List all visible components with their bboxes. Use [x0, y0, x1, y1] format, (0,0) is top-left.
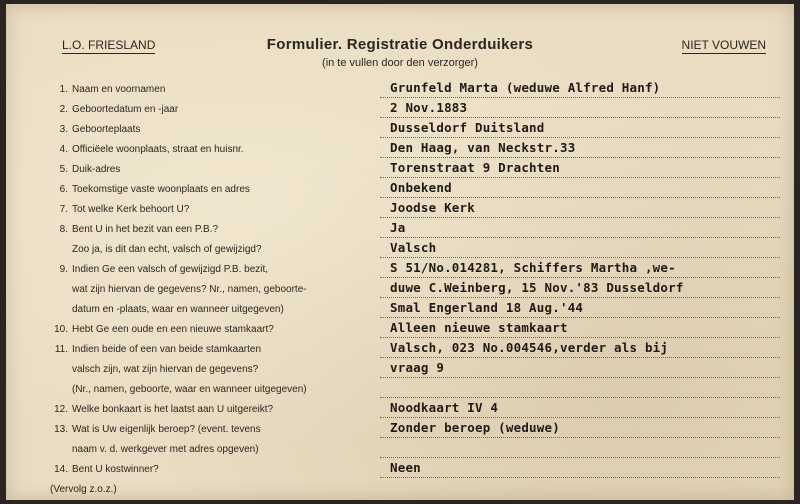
- dotted-line: [380, 117, 780, 118]
- row-label: Naam en voornamen: [72, 84, 166, 95]
- row-answer: S 51/No.014281, Schiffers Martha ,we-: [390, 260, 676, 275]
- dotted-line: [380, 257, 780, 258]
- row-number: 8.: [59, 224, 68, 235]
- row-label: wat zijn hiervan de gegevens? Nr., namen, geboorte-: [72, 284, 307, 295]
- form-row: [6, 300, 794, 320]
- dotted-line: [380, 297, 780, 298]
- row-answer: Dusseldorf Duitsland: [390, 120, 545, 135]
- row-answer: Valsch: [390, 240, 437, 255]
- form-row: [6, 260, 794, 280]
- dotted-line: [380, 437, 780, 438]
- row-answer: Noodkaart IV 4: [390, 400, 499, 415]
- form-row: [6, 240, 794, 260]
- form-row: [6, 420, 794, 440]
- row-number: 5.: [59, 164, 68, 175]
- row-number: 6.: [59, 184, 68, 195]
- row-answer: Zonder beroep (weduwe): [390, 420, 560, 435]
- row-label: Duik-adres: [72, 164, 121, 175]
- form-row: [6, 440, 794, 460]
- registration-card: [6, 4, 794, 500]
- row-label: Geboortedatum en -jaar: [72, 104, 179, 115]
- row-answer: Joodse Kerk: [390, 200, 475, 215]
- dotted-line: [380, 457, 780, 458]
- row-answer: Alleen nieuwe stamkaart: [390, 320, 568, 335]
- row-answer: vraag 9: [390, 360, 445, 375]
- form-row: [6, 340, 794, 360]
- row-number: 12.: [54, 404, 68, 415]
- row-label: Welke bonkaart is het laatst aan U uitgereikt?: [72, 404, 274, 415]
- row-label: Wat is Uw eigenlijk beroep? (event. tevens: [72, 424, 261, 435]
- dotted-line: [380, 217, 780, 218]
- form-row: [6, 180, 794, 200]
- form-row: [6, 160, 794, 180]
- row-answer: Valsch, 023 No.004546,verder als bij: [390, 340, 669, 355]
- row-number: 4.: [59, 144, 68, 155]
- dotted-line: [380, 177, 780, 178]
- row-answer: 2 Nov.1883: [390, 100, 468, 115]
- row-number: 7.: [59, 204, 68, 215]
- row-number: 14.: [54, 464, 68, 475]
- form-row: [6, 460, 794, 480]
- form-row: [6, 100, 794, 120]
- continued-note: (Vervolg z.o.z.): [50, 484, 117, 495]
- row-label: Bent U kostwinner?: [72, 464, 159, 475]
- row-label: Hebt Ge een oude en een nieuwe stamkaart?: [72, 324, 274, 335]
- row-answer: duwe C.Weinberg, 15 Nov.'83 Dusseldorf: [390, 280, 684, 295]
- dotted-line: [380, 317, 780, 318]
- row-label: Geboorteplaats: [72, 124, 141, 135]
- form-row: [6, 220, 794, 240]
- form-row: [6, 140, 794, 160]
- dotted-line: [380, 197, 780, 198]
- form-subtitle: (in te vullen door den verzorger): [322, 57, 478, 69]
- row-number: 13.: [54, 424, 68, 435]
- row-answer: Grunfeld Marta (weduwe Alfred Hanf): [390, 80, 661, 95]
- row-answer: Den Haag, van Neckstr.33: [390, 140, 576, 155]
- dotted-line: [380, 377, 780, 378]
- row-answer: Neen: [390, 460, 421, 475]
- dotted-line: [380, 97, 780, 98]
- row-label: Zoo ja, is dit dan echt, valsch of gewijzigd?: [72, 244, 262, 255]
- row-label: Bent U in het bezit van een P.B.?: [72, 224, 219, 235]
- row-answer: Torenstraat 9 Drachten: [390, 160, 560, 175]
- row-label: valsch zijn, wat zijn hiervan de gegevens?: [72, 364, 259, 375]
- form-title: Formulier. Registratie Onderduikers: [266, 36, 534, 53]
- form-row: [6, 380, 794, 400]
- row-answer: Onbekend: [390, 180, 452, 195]
- dotted-line: [380, 277, 780, 278]
- row-answer: Ja: [390, 220, 406, 235]
- row-answer: Smal Engerland 18 Aug.'44: [390, 300, 584, 315]
- dotted-line: [380, 337, 780, 338]
- row-label: Indien Ge een valsch of gewijzigd P.B. bezit,: [72, 264, 269, 275]
- row-number: 11.: [54, 344, 68, 355]
- row-label: naam v. d. werkgever met adres opgeven): [72, 444, 259, 455]
- dotted-line: [380, 357, 780, 358]
- row-label: datum en -plaats, waar en wanneer uitgegeven): [72, 304, 284, 315]
- form-row: [6, 320, 794, 340]
- dotted-line: [380, 137, 780, 138]
- row-number: 3.: [59, 124, 68, 135]
- form-row: [6, 360, 794, 380]
- form-row: [6, 200, 794, 220]
- row-label: Toekomstige vaste woonplaats en adres: [72, 184, 250, 195]
- row-number: 2.: [59, 104, 68, 115]
- dotted-line: [380, 157, 780, 158]
- form-row: [6, 400, 794, 420]
- row-number: 9.: [59, 264, 68, 275]
- row-label: Indien beide of een van beide stamkaarten: [72, 344, 262, 355]
- row-label: Officiëele woonplaats, straat en huisnr.: [72, 144, 244, 155]
- region-label: L.O. FRIESLAND: [62, 38, 156, 52]
- row-label: (Nr., namen, geboorte, waar en wanneer uitgegeven): [72, 384, 307, 395]
- row-label: Tot welke Kerk behoort U?: [72, 204, 190, 215]
- do-not-fold-label: NIET VOUWEN: [681, 38, 766, 52]
- dotted-line: [380, 417, 780, 418]
- dotted-line: [380, 237, 780, 238]
- dotted-line: [380, 477, 780, 478]
- dotted-line: [380, 397, 780, 398]
- form-row: [6, 80, 794, 100]
- row-number: 1.: [59, 84, 68, 95]
- form-row: [6, 280, 794, 300]
- form-row: [6, 120, 794, 140]
- row-number: 10.: [54, 324, 68, 335]
